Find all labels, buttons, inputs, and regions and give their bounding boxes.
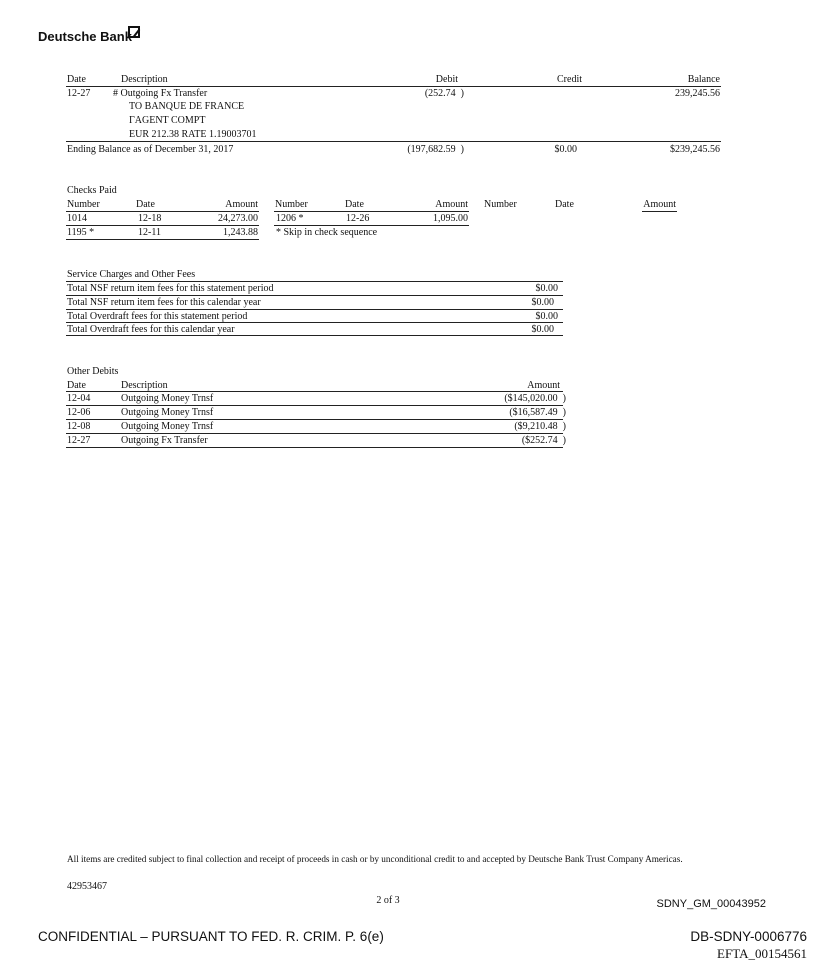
fee-amount: $0.00	[535, 283, 558, 294]
divider	[66, 211, 259, 212]
col-header-amount: Amount	[435, 199, 468, 210]
bank-name: Deutsche Bank	[38, 29, 132, 44]
divider	[66, 335, 563, 336]
ending-balance-label: Ending Balance as of December 31, 2017	[67, 144, 234, 155]
debit-description: Outgoing Money Trnsf	[121, 393, 214, 404]
check-amount: 1,243.88	[223, 227, 258, 238]
divider	[66, 86, 721, 87]
txn-detail-line: ГAGENT COMPT	[129, 115, 206, 126]
fee-amount: $0.00	[531, 297, 554, 308]
divider	[66, 391, 563, 392]
txn-debit: (252.74 )	[424, 88, 464, 99]
bates-db: DB-SDNY-0006776	[690, 929, 807, 944]
txn-balance: 239,245.56	[675, 88, 720, 99]
fee-label: Total Overdraft fees for this statement period	[67, 311, 248, 322]
txn-detail-line: EUR 212.38 RATE 1.19003701	[129, 129, 257, 140]
divider	[66, 322, 563, 323]
divider	[66, 239, 259, 240]
debit-description: Outgoing Money Trnsf	[121, 407, 214, 418]
col-header-amount: Amount	[643, 199, 676, 210]
bates-efta: EFTA_00154561	[717, 946, 807, 961]
fee-label: Total NSF return item fees for this statement period	[67, 283, 274, 294]
debit-amount: ($16,587.49 )	[509, 407, 566, 418]
divider	[66, 405, 563, 406]
section-title: Checks Paid	[67, 185, 117, 196]
check-number: 1206 *	[276, 213, 304, 224]
debit-amount: ($145,020.00 )	[504, 393, 566, 404]
page-number: 2 of 3	[376, 895, 400, 906]
txn-date: 12-27	[67, 88, 91, 99]
check-date: 12-11	[138, 227, 161, 238]
fee-amount: $0.00	[531, 324, 554, 335]
col-header-debit: Debit	[435, 74, 458, 85]
check-amount: 1,095.00	[433, 213, 468, 224]
debit-date: 12-04	[67, 393, 91, 404]
debit-date: 12-06	[67, 407, 91, 418]
divider	[66, 225, 259, 226]
ending-debit: (197,682.59 )	[407, 144, 464, 155]
section-title: Other Debits	[67, 366, 119, 377]
section-title: Service Charges and Other Fees	[67, 269, 196, 280]
ending-balance: $239,245.56	[670, 144, 720, 155]
col-header-number: Number	[67, 199, 100, 210]
col-header-description: Description	[121, 74, 168, 85]
check-number: 1014	[67, 213, 87, 224]
debit-description: Outgoing Fx Transfer	[121, 435, 208, 446]
col-header-amount: Amount	[225, 199, 258, 210]
ending-credit: $0.00	[554, 144, 577, 155]
disclaimer: All items are credited subject to final collection and receipt of proceeds in cash or by unconditional credit to and accepted by Deutsche Bank Trust Company Americas.	[67, 854, 683, 864]
divider	[66, 309, 563, 310]
col-header-credit: Credit	[557, 74, 582, 85]
divider	[274, 211, 469, 212]
check-sequence-note: * Skip in check sequence	[276, 227, 378, 238]
debit-amount: ($9,210.48 )	[514, 421, 566, 432]
debit-date: 12-27	[67, 435, 91, 446]
col-header-balance: Balance	[687, 74, 720, 85]
debit-date: 12-08	[67, 421, 91, 432]
debit-description: Outgoing Money Trnsf	[121, 421, 214, 432]
col-header-date: Date	[67, 74, 86, 85]
deutsche-bank-logo-icon	[128, 26, 140, 38]
col-header-date: Date	[555, 199, 574, 210]
divider	[66, 447, 563, 448]
bates-sdny: SDNY_GM_00043952	[656, 898, 766, 910]
divider	[66, 141, 721, 142]
divider	[642, 211, 677, 212]
debit-amount: ($252.74 )	[521, 435, 566, 446]
divider	[66, 433, 563, 434]
check-amount: 24,273.00	[218, 213, 258, 224]
account-reference: 42953467	[67, 881, 107, 892]
col-header-date: Date	[67, 380, 86, 391]
fee-label: Total Overdraft fees for this calendar year	[67, 324, 235, 335]
check-date: 12-18	[138, 213, 162, 224]
fee-amount: $0.00	[535, 311, 558, 322]
check-date: 12-26	[346, 213, 370, 224]
divider	[66, 295, 563, 296]
divider	[66, 419, 563, 420]
divider	[66, 281, 563, 282]
txn-description: # Outgoing Fx Transfer	[113, 88, 208, 99]
check-number: 1195 *	[67, 227, 95, 238]
fee-label: Total NSF return item fees for this calendar year	[67, 297, 261, 308]
confidential-notice: CONFIDENTIAL – PURSUANT TO FED. R. CRIM. P. 6(e)	[38, 929, 384, 944]
col-header-date: Date	[136, 199, 155, 210]
txn-detail-line: TO BANQUE DE FRANCE	[129, 101, 245, 112]
col-header-amount: Amount	[527, 380, 560, 391]
col-header-date: Date	[345, 199, 364, 210]
col-header-number: Number	[484, 199, 517, 210]
col-header-description: Description	[121, 380, 168, 391]
col-header-number: Number	[275, 199, 308, 210]
divider	[274, 225, 469, 226]
